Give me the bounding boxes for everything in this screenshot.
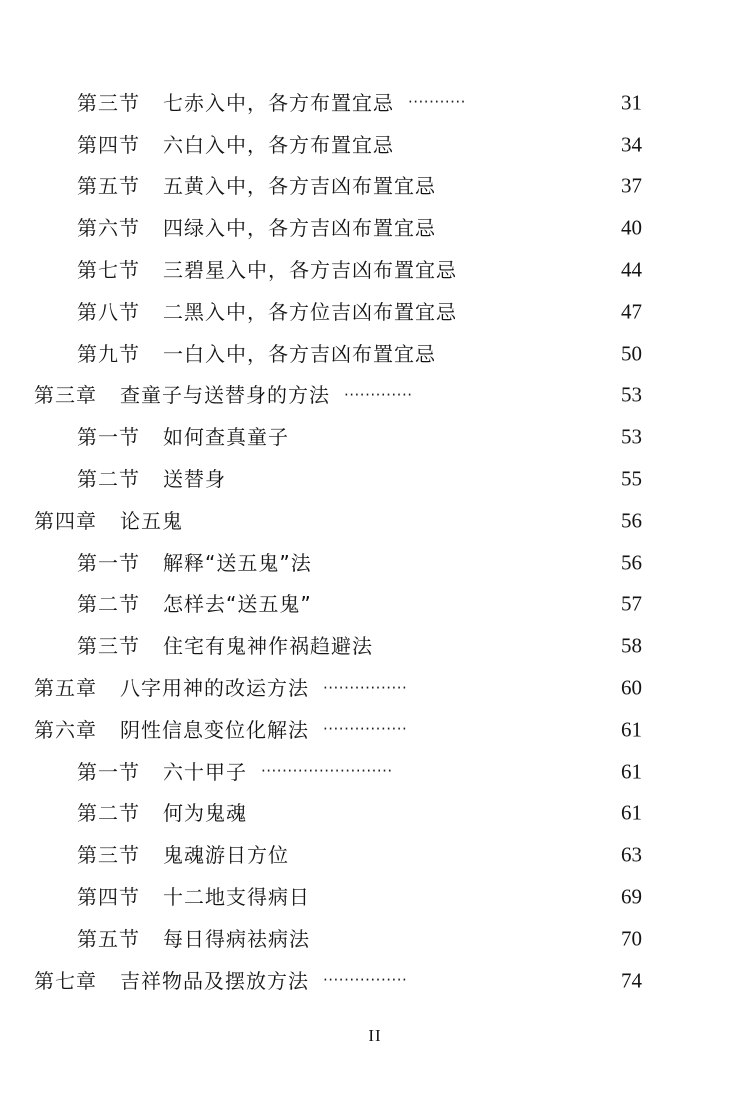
toc-page-number: 56 [621,550,642,575]
toc-entry-label: 第一节 [77,759,140,784]
toc-leader-dots: ················ [323,678,408,697]
toc-entry-title: 吉祥物品及摆放方法 [120,968,309,993]
toc-entry-title: 二黑入中，各方位吉凶布置宜忌 [163,299,457,324]
toc-page-number: 34 [621,132,642,157]
toc-page-number: 47 [621,299,642,324]
toc-leader-dots: ························· [261,762,393,781]
toc-section-entry [0,291,750,333]
toc-section-entry [0,918,750,960]
toc-chapter-entry [0,375,750,417]
toc-section-entry [0,834,750,876]
toc-entry-label: 第二节 [77,467,140,492]
toc-entry-title: 每日得病祛病法 [163,926,310,951]
toc-entry-label: 第一节 [77,425,140,450]
toc-section-entry [0,751,750,793]
toc-page-number: 61 [621,717,642,742]
toc-leader-dots: ··········· [408,93,466,112]
toc-page-number: 60 [621,675,642,700]
toc-entry-title: 如何查真童子 [163,425,289,450]
toc-entry-label: 第九节 [77,341,140,366]
toc-entry-title: 六白入中，各方布置宜忌 [163,132,394,157]
toc-entry-title: 八字用神的改运方法 [120,676,309,701]
toc-entry-label: 第一节 [77,550,140,575]
toc-chapter-entry [0,709,750,751]
toc-page-number: 56 [621,508,642,533]
toc-section-entry [0,416,750,458]
toc-entry-label: 第六节 [77,216,140,241]
toc-section-entry [0,124,750,166]
toc-entry-label: 第三节 [77,90,140,115]
toc-entry-title: 一白入中，各方吉凶布置宜忌 [163,341,436,366]
toc-section-entry [0,458,750,500]
toc-entry-label: 第四章 [34,508,97,533]
toc-page-number: 55 [621,466,642,491]
toc-section-entry [0,166,750,208]
toc-entry-label: 第五节 [77,926,140,951]
toc-page-number: 74 [621,968,642,993]
toc-entry-title: 五黄入中，各方吉凶布置宜忌 [163,174,436,199]
toc-entry-label: 第三章 [34,383,97,408]
toc-page-number: 44 [621,257,642,282]
toc-entry-title: 四绿入中，各方吉凶布置宜忌 [163,216,436,241]
toc-entry-label: 第六章 [34,717,97,742]
toc-entry-title: 解释“送五鬼”法 [163,550,312,575]
toc-entry-label: 第四节 [77,132,140,157]
toc-leader-dots: ············· [344,385,413,404]
table-of-contents [0,82,750,1002]
toc-page-number: 31 [621,90,642,115]
toc-page-number: 53 [621,382,642,407]
toc-section-entry [0,207,750,249]
toc-chapter-entry [0,500,750,542]
toc-entry-title: 送替身 [163,467,226,492]
toc-entry-label: 第五章 [34,676,97,701]
toc-page-number: 57 [621,591,642,616]
toc-section-entry [0,793,750,835]
toc-section-entry [0,584,750,626]
toc-entry-label: 第三节 [77,634,140,659]
toc-page-number: 70 [621,926,642,951]
toc-entry-title: 阴性信息变位化解法 [120,717,309,742]
toc-section-entry [0,876,750,918]
toc-entry-label: 第四节 [77,885,140,910]
toc-entry-label: 第五节 [77,174,140,199]
toc-page-number: 58 [621,633,642,658]
toc-chapter-entry [0,960,750,1002]
toc-entry-title: 住宅有鬼神作祸趋避法 [163,634,373,659]
toc-entry-title: 三碧星入中，各方吉凶布置宜忌 [163,258,457,283]
toc-entry-label: 第二节 [77,801,140,826]
toc-entry-title: 十二地支得病日 [163,885,310,910]
toc-leader-dots: ················ [323,720,408,739]
toc-page-number: 63 [621,842,642,867]
toc-section-entry [0,542,750,584]
toc-entry-title: 七赤入中，各方布置宜忌 [163,90,394,115]
toc-section-entry [0,333,750,375]
toc-page-number: 61 [621,800,642,825]
toc-entry-label: 第三节 [77,843,140,868]
toc-page-number: 53 [621,424,642,449]
toc-entry-title: 怎样去“送五鬼” [163,592,312,617]
toc-chapter-entry [0,667,750,709]
toc-section-entry [0,625,750,667]
toc-entry-title: 六十甲子 [163,759,247,784]
toc-section-entry [0,82,750,124]
toc-entry-title: 论五鬼 [120,508,183,533]
toc-page-number: 37 [621,173,642,198]
toc-entry-title: 鬼魂游日方位 [163,843,289,868]
toc-entry-label: 第二节 [77,592,140,617]
page-folio: II [368,1026,382,1045]
toc-page-number: 40 [621,215,642,240]
toc-page-number: 61 [621,759,642,784]
toc-page-number: 50 [621,341,642,366]
toc-entry-title: 查童子与送替身的方法 [120,383,330,408]
toc-entry-label: 第七节 [77,258,140,283]
toc-entry-label: 第七章 [34,968,97,993]
toc-entry-title: 何为鬼魂 [163,801,247,826]
toc-leader-dots: ················ [323,971,408,990]
toc-entry-label: 第八节 [77,299,140,324]
toc-section-entry [0,249,750,291]
toc-page-number: 69 [621,884,642,909]
